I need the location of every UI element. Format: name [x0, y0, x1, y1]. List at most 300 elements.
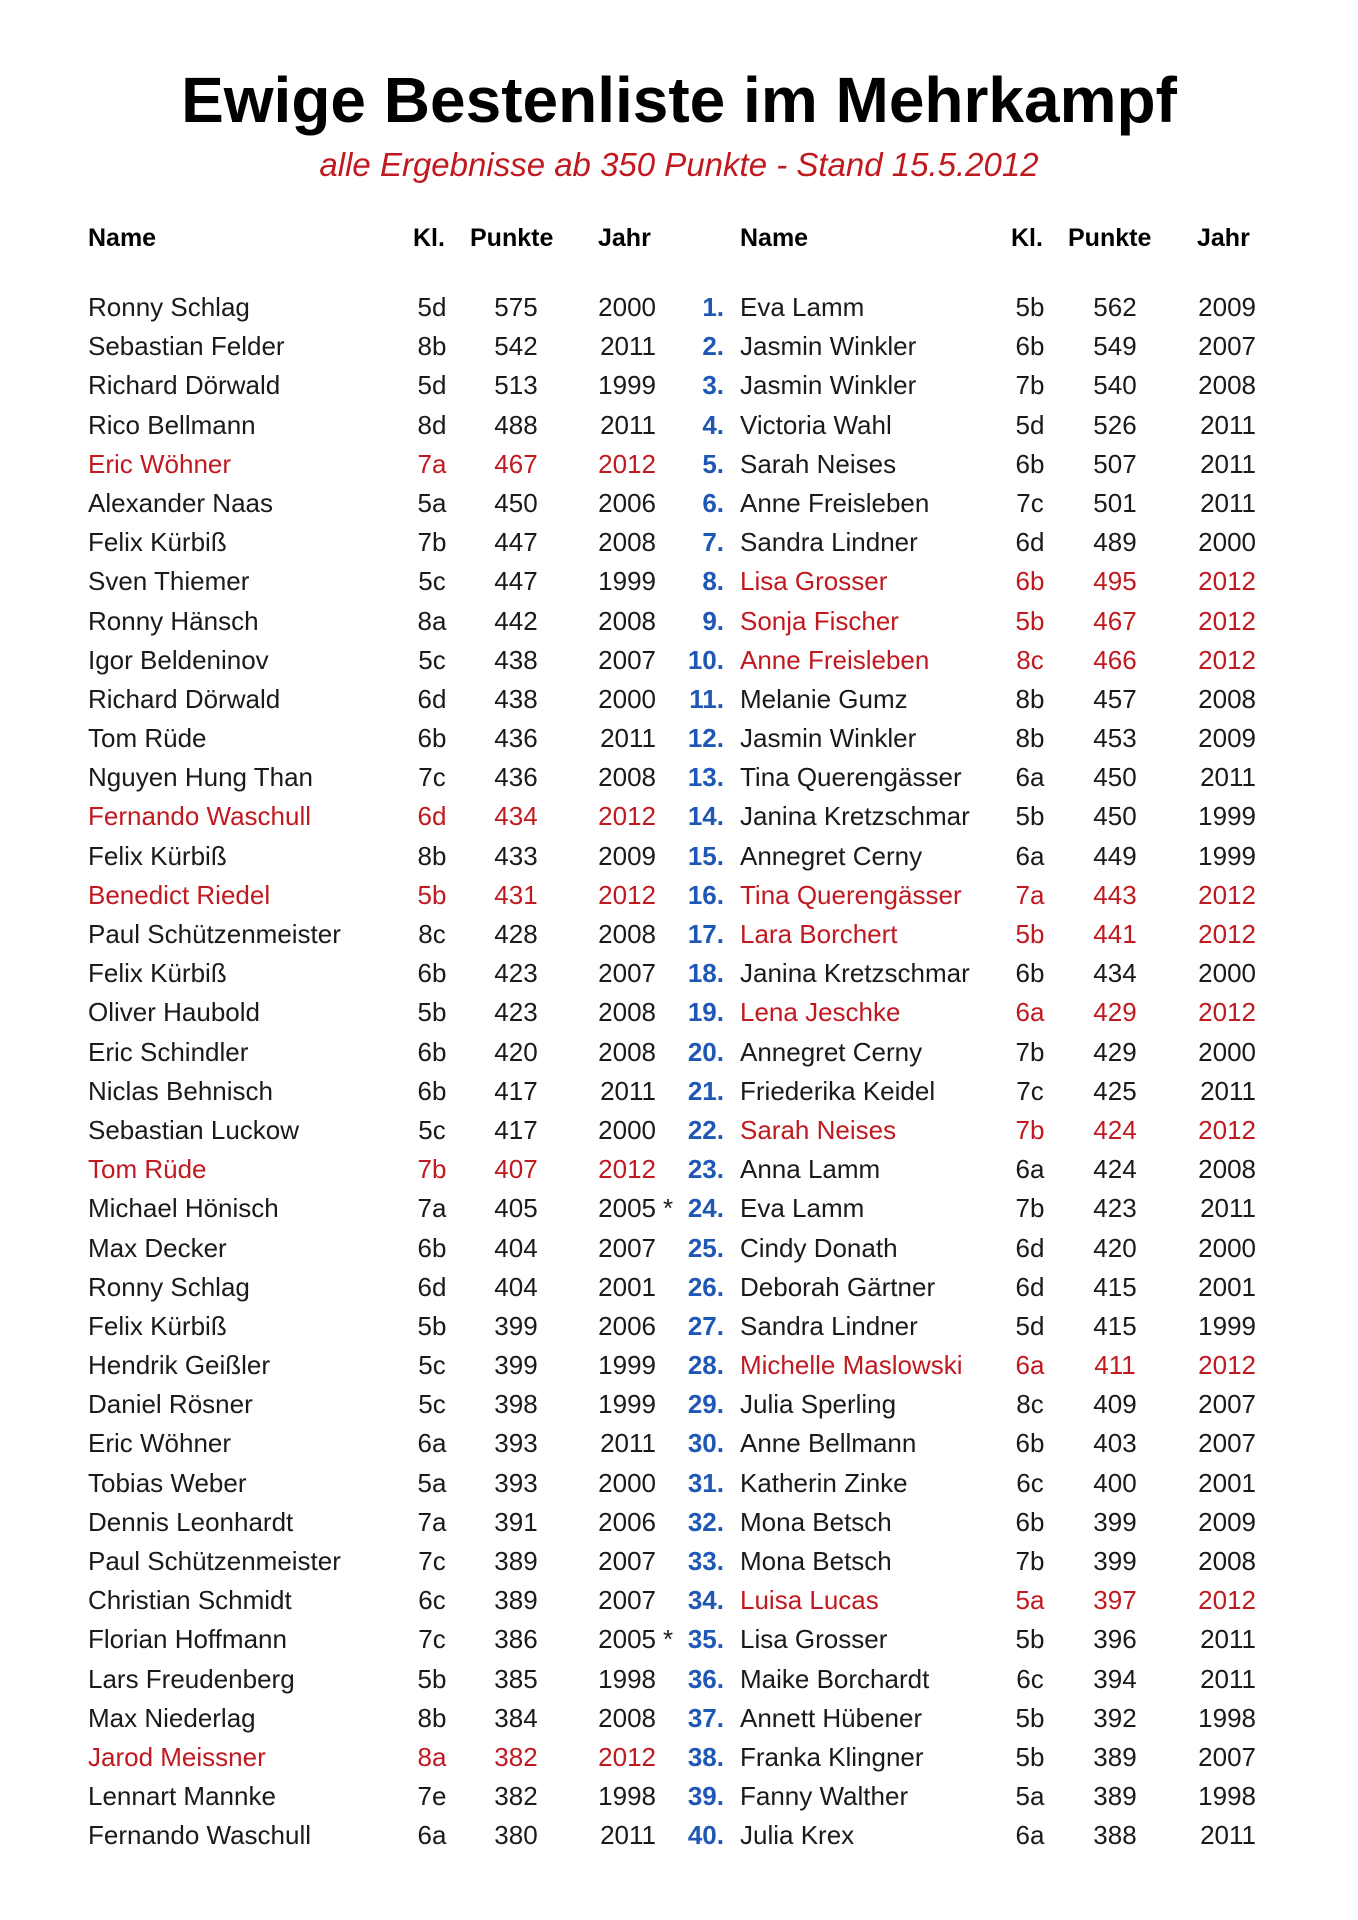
right-class: 6a	[1015, 840, 1045, 871]
left-year: 1999	[598, 566, 656, 597]
right-name: Lisa Grosser	[740, 566, 888, 597]
left-points: 385	[494, 1663, 538, 1694]
right-name: Luisa Lucas	[740, 1585, 879, 1616]
left-class: 6d	[417, 683, 447, 714]
table-row	[0, 1385, 1358, 1424]
header-right-kl: Kl.	[1011, 224, 1043, 252]
right-points: 399	[1093, 1546, 1137, 1576]
right-year: 1998	[1198, 1702, 1256, 1733]
left-year: 2008	[598, 762, 656, 793]
right-name: Eva Lamm	[740, 292, 865, 322]
table-row	[0, 1033, 1358, 1072]
right-year: 2012	[1198, 1350, 1256, 1381]
left-year: 1998	[598, 1663, 656, 1694]
left-points: 393	[494, 1467, 538, 1498]
rank-number: 15.	[687, 840, 724, 871]
left-class: 8a	[417, 605, 447, 636]
left-name: Ronny Schlag	[88, 1271, 250, 1302]
right-points: 466	[1093, 644, 1137, 675]
table-row	[0, 1816, 1358, 1855]
left-name: Felix Kürbiß	[88, 840, 227, 871]
left-points: 391	[494, 1506, 538, 1537]
right-points: 397	[1093, 1585, 1137, 1616]
left-year: 1999	[598, 1389, 656, 1420]
left-class: 5c	[418, 1114, 446, 1145]
rank-number: 25.	[687, 1232, 724, 1263]
right-points: 450	[1093, 801, 1137, 832]
left-year: 2011	[600, 723, 656, 754]
left-name: Ronny Hänsch	[88, 605, 259, 636]
left-class: 5d	[417, 292, 447, 322]
left-points: 417	[494, 1114, 538, 1145]
table-row	[0, 1189, 1358, 1228]
right-year: 2001	[1198, 1271, 1256, 1302]
header-left-jahr: Jahr	[598, 224, 651, 252]
right-class: 7a	[1015, 879, 1045, 910]
left-class: 7c	[418, 762, 446, 793]
left-class: 7a	[417, 1506, 447, 1537]
left-class: 7c	[418, 1624, 446, 1655]
left-name: Dennis Leonhardt	[88, 1506, 294, 1537]
left-class: 5b	[417, 1310, 447, 1341]
right-class: 7b	[1015, 1546, 1045, 1576]
left-class: 7b	[417, 1154, 447, 1185]
left-points: 447	[494, 527, 538, 558]
right-points: 389	[1093, 1741, 1137, 1772]
rank-number: 2.	[702, 331, 724, 362]
right-name: Annett Hübener	[740, 1702, 923, 1733]
right-year: 2012	[1198, 997, 1256, 1028]
left-class: 7c	[418, 1546, 446, 1576]
left-year: 2006	[598, 1506, 656, 1537]
right-points: 467	[1093, 605, 1137, 636]
left-name: Daniel Rösner	[88, 1389, 253, 1420]
table-row	[0, 641, 1358, 680]
left-year: 1999	[598, 1350, 656, 1381]
table-row	[0, 1268, 1358, 1307]
left-year: 1998	[598, 1781, 656, 1812]
left-year: 2007	[598, 644, 656, 675]
left-points: 423	[494, 997, 538, 1028]
right-year: 2011	[1200, 487, 1256, 518]
right-points: 501	[1093, 487, 1137, 518]
right-class: 6b	[1015, 1428, 1045, 1459]
right-points: 507	[1093, 448, 1137, 479]
left-points: 389	[494, 1546, 538, 1576]
left-year: 2006	[598, 487, 656, 518]
table-row	[0, 366, 1358, 405]
left-points: 488	[494, 409, 538, 440]
table-row	[0, 562, 1358, 601]
right-class: 5b	[1015, 801, 1045, 832]
left-year: 2008	[598, 919, 656, 949]
right-points: 394	[1093, 1663, 1137, 1694]
right-points: 450	[1093, 762, 1137, 793]
left-class: 5c	[418, 1350, 446, 1381]
rank-number: 4.	[702, 409, 724, 440]
right-class: 6c	[1016, 1663, 1044, 1694]
right-year: 2000	[1198, 1232, 1256, 1263]
table-row	[0, 876, 1358, 915]
right-year: 2001	[1198, 1467, 1256, 1498]
header-right-punkte: Punkte	[1068, 224, 1152, 252]
right-points: 441	[1093, 919, 1137, 949]
left-year: 2008	[598, 997, 656, 1028]
left-class: 8d	[417, 409, 447, 440]
left-points: 450	[494, 487, 538, 518]
right-name: Deborah Gärtner	[740, 1271, 936, 1302]
left-name: Tobias Weber	[88, 1467, 247, 1498]
rank-number: 10.	[687, 644, 724, 675]
left-name: Rico Bellmann	[88, 409, 256, 440]
rank-number: 12.	[687, 723, 724, 754]
left-points: 423	[494, 958, 538, 989]
left-name: Eric Wöhner	[88, 1428, 232, 1459]
right-class: 6b	[1015, 1506, 1045, 1537]
table-row	[0, 758, 1358, 797]
left-class: 8b	[417, 331, 447, 362]
table-row	[0, 1111, 1358, 1150]
right-name: Sonja Fischer	[740, 605, 899, 636]
left-year: 2008	[598, 1702, 656, 1733]
right-name: Anne Freisleben	[740, 487, 930, 518]
table-row	[0, 915, 1358, 954]
left-class: 7e	[417, 1781, 447, 1812]
left-points: 398	[494, 1389, 538, 1420]
right-class: 6a	[1015, 997, 1045, 1028]
left-name: Paul Schützenmeister	[88, 919, 341, 949]
left-class: 5c	[418, 566, 446, 597]
right-name: Mona Betsch	[740, 1506, 892, 1537]
right-points: 396	[1093, 1624, 1137, 1655]
left-name: Igor Beldeninov	[88, 644, 269, 675]
left-points: 382	[494, 1781, 538, 1812]
left-year: 2005	[598, 1624, 656, 1655]
left-year: 2007	[598, 1585, 656, 1616]
left-class: 8a	[417, 1741, 447, 1772]
left-name: Max Niederlag	[88, 1702, 256, 1733]
table-row	[0, 602, 1358, 641]
left-name: Richard Dörwald	[88, 683, 281, 714]
rank-number: 23.	[687, 1154, 724, 1185]
left-points: 399	[494, 1350, 538, 1381]
right-class: 5a	[1015, 1585, 1045, 1616]
right-points: 526	[1093, 409, 1137, 440]
header-right-jahr: Jahr	[1197, 224, 1250, 252]
right-class: 6a	[1015, 762, 1045, 793]
right-class: 5b	[1015, 1624, 1045, 1655]
table-row	[0, 954, 1358, 993]
left-name: Eric Schindler	[88, 1036, 249, 1067]
left-points: 428	[494, 919, 538, 949]
right-class: 6d	[1015, 1232, 1045, 1263]
right-name: Anne Freisleben	[740, 644, 930, 675]
right-name: Lisa Grosser	[740, 1624, 888, 1655]
left-year: 2012	[598, 1154, 656, 1185]
rank-number: 24.	[687, 1193, 724, 1224]
left-year: 2001	[598, 1271, 656, 1302]
left-year: 2012	[598, 801, 656, 832]
right-points: 400	[1093, 1467, 1137, 1498]
left-points: 407	[494, 1154, 538, 1185]
left-points: 434	[494, 801, 538, 832]
right-points: 392	[1093, 1702, 1137, 1733]
right-points: 409	[1093, 1389, 1137, 1420]
rank-number: 14.	[687, 801, 724, 832]
right-year: 2011	[1200, 448, 1256, 479]
table-row	[0, 406, 1358, 445]
right-name: Sarah Neises	[740, 1114, 897, 1145]
page-title: Ewige Bestenliste im Mehrkampf	[181, 64, 1177, 136]
left-name: Fernando Waschull	[88, 1820, 312, 1851]
right-class: 6a	[1015, 1350, 1045, 1381]
right-class: 7c	[1016, 487, 1044, 518]
right-points: 389	[1093, 1781, 1137, 1812]
left-points: 417	[494, 1075, 538, 1106]
right-year: 2008	[1198, 683, 1256, 714]
left-name: Florian Hoffmann	[88, 1624, 287, 1655]
rank-number: 26.	[687, 1271, 724, 1302]
table-row	[0, 1229, 1358, 1268]
left-points: 399	[494, 1310, 538, 1341]
rank-number: 34.	[687, 1585, 724, 1616]
left-class: 7b	[417, 527, 447, 558]
left-points: 420	[494, 1036, 538, 1067]
left-points: 380	[494, 1820, 538, 1851]
left-points: 467	[494, 448, 538, 479]
right-year: 2012	[1198, 1585, 1256, 1616]
right-points: 443	[1093, 879, 1137, 910]
right-name: Melanie Gumz	[740, 683, 908, 714]
left-class: 5c	[418, 1389, 446, 1420]
right-class: 6b	[1015, 448, 1045, 479]
right-name: Julia Krex	[740, 1820, 855, 1851]
right-name: Jasmin Winkler	[740, 723, 917, 754]
right-points: 429	[1093, 997, 1137, 1028]
right-class: 7c	[1016, 1075, 1044, 1106]
left-name: Oliver Haubold	[88, 997, 260, 1028]
right-points: 424	[1093, 1154, 1137, 1185]
left-points: 404	[494, 1271, 538, 1302]
left-class: 6b	[417, 958, 447, 989]
right-year: 2011	[1200, 762, 1256, 793]
left-name: Lars Freudenberg	[88, 1663, 295, 1694]
right-class: 5b	[1015, 1741, 1045, 1772]
right-class: 6d	[1015, 527, 1045, 558]
table-row	[0, 484, 1358, 523]
left-points: 431	[494, 879, 538, 910]
right-class: 7b	[1015, 1114, 1045, 1145]
table-row	[0, 837, 1358, 876]
left-year: 2012	[598, 1741, 656, 1772]
right-points: 457	[1093, 683, 1137, 714]
left-points: 436	[494, 723, 538, 754]
left-points: 442	[494, 605, 538, 636]
rank-number: 28.	[687, 1350, 724, 1381]
right-name: Anne Bellmann	[740, 1428, 917, 1459]
right-name: Katherin Zinke	[740, 1467, 908, 1498]
left-points: 405	[494, 1193, 538, 1224]
table-row	[0, 1542, 1358, 1581]
right-class: 6d	[1015, 1271, 1045, 1302]
right-year: 2012	[1198, 1114, 1256, 1145]
right-points: 388	[1093, 1820, 1137, 1851]
right-year: 2007	[1198, 1741, 1256, 1772]
left-year: 2011	[600, 1820, 656, 1851]
right-points: 415	[1093, 1310, 1137, 1341]
right-name: Tina Querengässer	[740, 879, 962, 910]
left-points: 447	[494, 566, 538, 597]
table-row	[0, 1660, 1358, 1699]
right-name: Franka Klingner	[740, 1741, 924, 1772]
left-year: 2012	[598, 448, 656, 479]
page-subtitle: alle Ergebnisse ab 350 Punkte - Stand 15.5.2012	[319, 146, 1039, 183]
right-year: 2009	[1198, 292, 1256, 322]
left-name: Ronny Schlag	[88, 292, 250, 322]
left-class: 8c	[418, 919, 446, 949]
table-row	[0, 1150, 1358, 1189]
right-class: 8c	[1016, 1389, 1044, 1420]
table-row	[0, 1464, 1358, 1503]
right-points: 425	[1093, 1075, 1137, 1106]
right-points: 403	[1093, 1428, 1137, 1459]
rank-number: 35.	[687, 1624, 724, 1655]
left-name: Lennart Mannke	[88, 1781, 276, 1812]
right-class: 8b	[1015, 723, 1045, 754]
left-points: 393	[494, 1428, 538, 1459]
left-name: Benedict Riedel	[88, 879, 271, 910]
right-year: 2011	[1200, 1075, 1256, 1106]
left-class: 6d	[417, 1271, 447, 1302]
right-name: Julia Sperling	[740, 1389, 897, 1420]
right-year: 2000	[1198, 958, 1256, 989]
right-points: 420	[1093, 1232, 1137, 1263]
right-class: 6a	[1015, 1154, 1045, 1185]
left-points: 389	[494, 1585, 538, 1616]
left-year: 2006	[598, 1310, 656, 1341]
left-class: 6b	[417, 1232, 447, 1263]
left-class: 7a	[417, 1193, 447, 1224]
left-class: 8b	[417, 840, 447, 871]
right-class: 5b	[1015, 1702, 1045, 1733]
left-year: 2011	[600, 331, 656, 362]
right-year: 1999	[1198, 840, 1256, 871]
left-class: 5b	[417, 879, 447, 910]
left-name: Paul Schützenmeister	[88, 1546, 341, 1576]
right-year: 2012	[1198, 879, 1256, 910]
rank-number: 6.	[702, 487, 724, 518]
table-row	[0, 288, 1358, 327]
left-points: 382	[494, 1741, 538, 1772]
right-class: 5b	[1015, 919, 1045, 949]
rank-number: 9.	[702, 605, 724, 636]
left-year: 2000	[598, 683, 656, 714]
left-points: 436	[494, 762, 538, 793]
table-row	[0, 1307, 1358, 1346]
rank-number: 1.	[702, 292, 724, 322]
left-class: 6d	[417, 801, 447, 832]
right-year: 2011	[1200, 1624, 1256, 1655]
right-year: 2008	[1198, 370, 1256, 401]
left-class: 7a	[417, 448, 447, 479]
rank-number: 22.	[687, 1114, 724, 1145]
right-year: 1998	[1198, 1781, 1256, 1812]
left-class: 6b	[417, 1075, 447, 1106]
left-name: Niclas Behnisch	[88, 1075, 273, 1106]
right-class: 6b	[1015, 331, 1045, 362]
right-year: 2008	[1198, 1546, 1256, 1576]
left-year: 2000	[598, 1467, 656, 1498]
left-class: 5b	[417, 1663, 447, 1694]
right-year: 2007	[1198, 1389, 1256, 1420]
table-row	[0, 1738, 1358, 1777]
left-year: 2008	[598, 1036, 656, 1067]
left-name: Felix Kürbiß	[88, 1310, 227, 1341]
right-points: 399	[1093, 1506, 1137, 1537]
right-class: 5b	[1015, 292, 1045, 322]
right-points: 434	[1093, 958, 1137, 989]
table-row	[0, 1581, 1358, 1620]
left-class: 5b	[417, 997, 447, 1028]
table-row	[0, 327, 1358, 366]
right-class: 7b	[1015, 1193, 1045, 1224]
right-class: 5a	[1015, 1781, 1045, 1812]
left-points: 386	[494, 1624, 538, 1655]
left-year: 2008	[598, 527, 656, 558]
right-name: Mona Betsch	[740, 1546, 892, 1576]
left-points: 438	[494, 683, 538, 714]
left-year: 2012	[598, 879, 656, 910]
header-left-kl: Kl.	[413, 224, 445, 252]
table-row	[0, 1620, 1358, 1659]
rank-number: 40.	[687, 1820, 724, 1851]
left-points: 384	[494, 1702, 538, 1733]
right-name: Jasmin Winkler	[740, 331, 917, 362]
left-name: Sebastian Luckow	[88, 1114, 300, 1145]
right-name: Annegret Cerny	[740, 840, 923, 871]
right-points: 562	[1093, 292, 1137, 322]
left-name: Alexander Naas	[88, 487, 273, 518]
left-name: Max Decker	[88, 1232, 227, 1263]
rank-number: 36.	[687, 1663, 724, 1694]
right-year: 2008	[1198, 1154, 1256, 1185]
right-name: Eva Lamm	[740, 1193, 865, 1224]
right-points: 540	[1093, 370, 1137, 401]
right-name: Cindy Donath	[740, 1232, 898, 1263]
left-name: Eric Wöhner	[88, 448, 232, 479]
table-row	[0, 445, 1358, 484]
right-points: 489	[1093, 527, 1137, 558]
right-name: Michelle Maslowski	[740, 1350, 963, 1381]
right-year: 2007	[1198, 1428, 1256, 1459]
right-year: 2007	[1198, 331, 1256, 362]
left-year: 2000	[598, 292, 656, 322]
left-points: 404	[494, 1232, 538, 1263]
right-year: 1999	[1198, 801, 1256, 832]
ranking-table	[0, 288, 1358, 1856]
right-name: Janina Kretzschmar	[740, 801, 970, 832]
rank-number: 39.	[687, 1781, 724, 1812]
left-year: 2008	[598, 605, 656, 636]
table-row	[0, 797, 1358, 836]
left-name: Sven Thiemer	[88, 566, 250, 597]
rank-number: 27.	[687, 1310, 724, 1341]
rank-number: 13.	[687, 762, 724, 793]
right-class: 7b	[1015, 1036, 1045, 1067]
left-mark: *	[663, 1193, 674, 1224]
table-row	[0, 719, 1358, 758]
right-year: 2012	[1198, 919, 1256, 949]
